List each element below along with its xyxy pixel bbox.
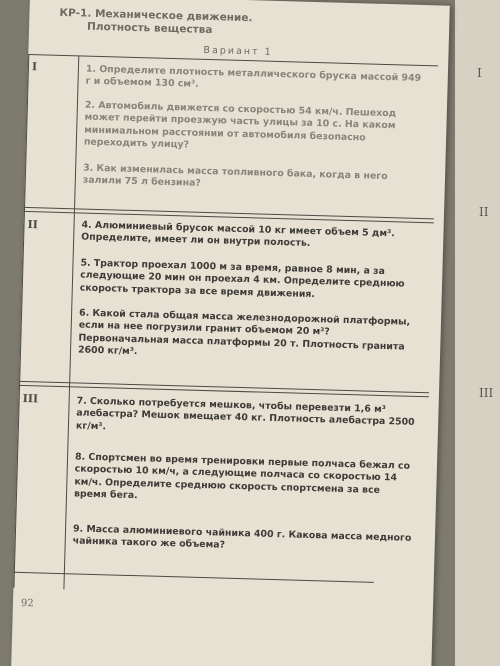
problem-8: 8. Спортсмен во время тренировки первые полчаса бежал со скоростью 10 км/ч, а следующие полчаса со скоростью 14 км/ч. Определите среднюю скорость спортсмена за все время бега. xyxy=(73,451,411,502)
problem-5: 5. Трактор проехал 1000 м за время, равное 8 мин, а за следующие 20 мин он проехал 4 км. Определите среднюю скорость трактора за все время движения. xyxy=(79,257,405,300)
adjacent-section-label-3: III xyxy=(479,386,494,400)
problem-9: 9. Масса алюминиевого чайника 400 г. Какова масса медного чайника такого же объема? xyxy=(72,523,412,551)
worksheet-page xyxy=(10,0,449,666)
worksheet-title xyxy=(59,7,253,38)
section-label-1: I xyxy=(31,60,38,74)
problem-4: 4. Алюминиевый брусок массой 10 кг имеет объем 5 дм³. Определите, имеет ли он внутри полость. xyxy=(81,219,395,250)
page-number: 92 xyxy=(20,597,34,610)
row-divider-bottom xyxy=(14,572,374,583)
column-divider xyxy=(63,55,79,589)
title-line-1: КР-1. Механическое движение. xyxy=(59,6,253,25)
problem-7: 7. Сколько потребуется мешков, чтобы перевезти 1,6 м³ алебастра? Мешок вмещает 40 кг. Плотность алебастра 2500 кг/м³. xyxy=(75,395,415,432)
section-label-2: II xyxy=(27,218,39,232)
problem-3: 3. Как изменилась масса топливного бака, когда в него залили 75 л бензина? xyxy=(82,162,388,190)
variant-label: Вариант 1 xyxy=(203,44,273,58)
adjacent-page xyxy=(455,0,500,666)
problem-6: 6. Какой стала общая масса железнодорожной платформы, если на нее погрузили гранит объемом 20 м³? Первоначальная масса платформы 20 т. Плотность гранита 2600 кг/м³. xyxy=(77,307,411,358)
adjacent-section-label-2: II xyxy=(479,205,489,219)
problem-2: 2. Автомобиль движется со скоростью 54 км/ч. Пешеход может перейти проезжую часть улицы за 10 с. На каком минимальном расстоянии от автомобиля безопасно переходить улицу? xyxy=(83,99,397,151)
adjacent-section-label-1: I xyxy=(477,66,482,80)
problem-1: 1. Определите плотность металлического бруска массой 949 г и объемом 130 см³. xyxy=(85,63,422,91)
section-label-3: III xyxy=(22,391,39,406)
title-line-2: Плотность вещества xyxy=(86,20,213,37)
table-border-left xyxy=(13,54,29,588)
